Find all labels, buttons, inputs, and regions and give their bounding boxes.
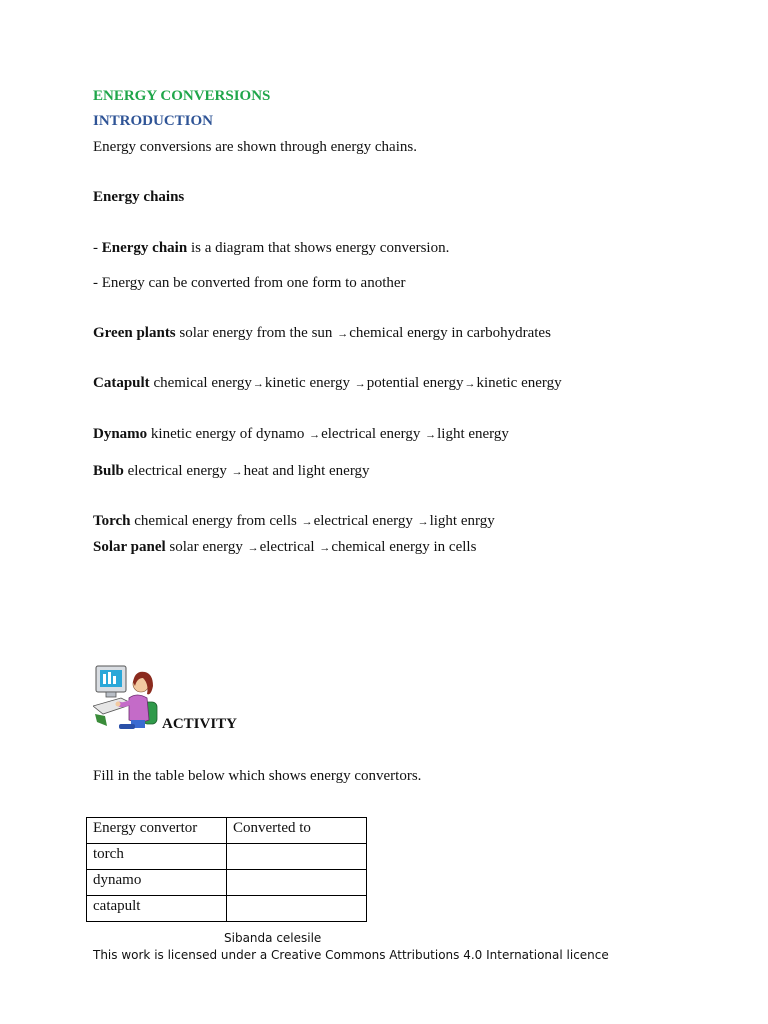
table-cell-answer[interactable] (227, 844, 367, 870)
energy-chain-definition: - Energy chain is a diagram that shows energy conversion. (93, 240, 450, 256)
table-cell-answer[interactable] (227, 870, 367, 896)
arrow-icon: → (309, 429, 321, 441)
energy-convertor-table (86, 817, 367, 922)
arrow-icon: → (354, 378, 366, 390)
example-catapult: Catapult chemical energy→kinetic energy →potential energy→kinetic energy (93, 375, 562, 391)
conversion-statement: - Energy can be converted from one form to another (93, 275, 406, 291)
arrow-icon: → (247, 542, 259, 554)
arrow-icon: → (252, 378, 264, 390)
example-green-plants: Green plants solar energy from the sun →chemical energy in carbohydrates (93, 325, 551, 341)
section-heading-introduction: INTRODUCTION (93, 113, 214, 129)
table-header-row (87, 818, 367, 844)
intro-text: Energy conversions are shown through energy chains. (93, 139, 417, 155)
footer-author: Sibanda celesile (224, 931, 322, 945)
table-cell: dynamo (87, 870, 227, 896)
activity-label: ACTIVITY (162, 716, 238, 732)
arrow-icon: → (464, 378, 476, 390)
arrow-icon: → (425, 429, 437, 441)
table-header-cell: Energy convertor (87, 818, 227, 844)
table-cell: catapult (87, 896, 227, 922)
example-dynamo: Dynamo kinetic energy of dynamo →electrical energy →light energy (93, 426, 509, 442)
arrow-icon: → (337, 328, 349, 340)
table-cell-answer[interactable] (227, 896, 367, 922)
energy-chains-heading: Energy chains (93, 189, 185, 205)
activity-instruction: Fill in the table below which shows energy convertors. (93, 768, 422, 784)
example-bulb: Bulb electrical energy →heat and light energy (93, 463, 370, 479)
example-solar-panel: Solar panel solar energy →electrical →chemical energy in cells (93, 539, 477, 555)
table-row (87, 870, 367, 896)
arrow-icon: → (417, 516, 429, 528)
example-torch: Torch chemical energy from cells →electrical energy →light enrgy (93, 513, 495, 529)
table-row (87, 896, 367, 922)
arrow-icon: → (301, 516, 313, 528)
arrow-icon: → (231, 466, 243, 478)
page-title: ENERGY CONVERSIONS (93, 88, 271, 104)
table-row (87, 844, 367, 870)
table-header-cell: Converted to (227, 818, 367, 844)
footer-license: This work is licensed under a Creative Commons Attributions 4.0 International licence (93, 948, 609, 962)
table-cell: torch (87, 844, 227, 870)
person-at-computer-illustration (93, 662, 163, 730)
arrow-icon: → (319, 542, 331, 554)
